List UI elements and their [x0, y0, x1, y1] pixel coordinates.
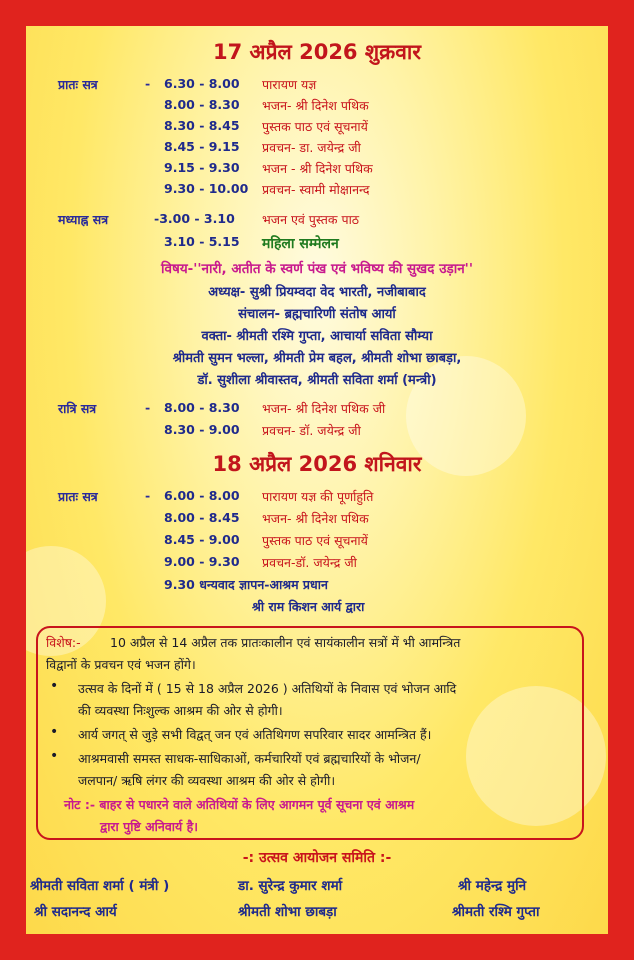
schedule-row	[26, 97, 608, 115]
notice-text: जलपान/ ऋषि लंगर की व्यवस्था आश्रम की ओर से होगी।	[78, 773, 336, 788]
time: 8.00 - 8.45	[164, 510, 240, 525]
time: -3.00 - 3.10	[154, 211, 235, 226]
schedule-row	[26, 422, 608, 440]
schedule-row	[26, 139, 608, 157]
time: 8.45 - 9.00	[164, 532, 240, 547]
notice-text: 10 अप्रैल से 14 अप्रैल तक प्रातःकालीन एवं सायंकालीन सत्रों में भी आमन्त्रित	[110, 635, 461, 650]
dash: -	[145, 400, 151, 415]
committee-member: डा. सुरेन्द्र कुमार शर्मा	[238, 878, 343, 894]
speakers-line: डॉ. सुशीला श्रीवास्तव, श्रीमती सविता शर्मा (मन्त्री)	[197, 373, 437, 388]
schedule-row	[26, 400, 608, 418]
morning-session-label: प्रातः सत्र	[58, 489, 98, 504]
special-label: विशेष:-	[46, 635, 81, 650]
committee-member: श्रीमती रश्मि गुप्ता	[452, 904, 540, 920]
time: 8.30 - 9.00	[164, 422, 240, 437]
time: 9.00 - 9.30	[164, 554, 240, 569]
night-session-label: रात्रि सत्र	[58, 401, 97, 416]
time: 8.45 - 9.15	[164, 139, 240, 154]
program: महिला सम्मेलन	[262, 236, 339, 252]
program: भजन एवं पुस्तक पाठ	[262, 212, 360, 227]
note-text: द्वारा पुष्टि अनिवार्य है।	[100, 819, 199, 834]
schedule-row	[26, 488, 608, 506]
committee-member: श्रीमती शोभा छाबड़ा	[238, 904, 337, 920]
notice-text: विद्वानों के प्रवचन एवं भजन होंगे।	[46, 657, 196, 672]
time: 6.30 - 8.00	[164, 76, 240, 91]
schedule-row	[26, 234, 608, 252]
schedule-row	[26, 554, 608, 572]
morning-session-label: प्रातः सत्र	[58, 77, 98, 92]
note-text: नोट :- बाहर से पधारने वाले अतिथियों के लिए आगमन पूर्व सूचना एवं आश्रम	[64, 797, 415, 812]
program: प्रवचन-डॉ. जयेन्द्र जी	[262, 555, 357, 570]
day1-heading: 17 अप्रैल 2026 शुक्रवार	[213, 40, 421, 64]
schedule-row	[26, 211, 608, 229]
program: भजन - श्री दिनेश पथिक	[262, 161, 373, 176]
schedule-row	[26, 76, 608, 94]
schedule-row	[26, 532, 608, 550]
topic-line: विषय-''नारी, अतीत के स्वर्ण पंख एवं भविष्य की सुखद उड़ान''	[161, 261, 473, 277]
dash: -	[145, 488, 151, 503]
bullet-icon: •	[50, 724, 59, 740]
committee-member: श्री सदानन्द आर्य	[34, 904, 117, 920]
time: 9.30 - 10.00	[164, 181, 249, 196]
dash: -	[145, 76, 151, 91]
time: 8.00 - 8.30	[164, 400, 240, 415]
time: 8.00 - 8.30	[164, 97, 240, 112]
program-poster	[26, 26, 608, 934]
program: प्रवचन- डा. जयेन्द्र जी	[262, 140, 361, 155]
committee-member: श्रीमती सविता शर्मा ( मंत्री )	[30, 878, 170, 894]
program: पारायण यज्ञ की पूर्णाहुति	[262, 489, 374, 504]
time: 6.00 - 8.00	[164, 488, 240, 503]
time: 3.10 - 5.15	[164, 234, 240, 249]
closing-line: श्री राम किशन आर्य द्वारा	[252, 599, 365, 614]
committee-member: श्री महेन्द्र मुनि	[458, 878, 527, 894]
program: भजन- श्री दिनेश पथिक	[262, 511, 369, 526]
conductor-line: संचालन- ब्रह्मचारिणी संतोष आर्या	[238, 307, 396, 322]
notice-box	[36, 626, 584, 840]
schedule-row	[26, 160, 608, 178]
schedule-row	[26, 510, 608, 528]
schedule-row	[26, 118, 608, 136]
program: पुस्तक पाठ एवं सूचनायें	[262, 533, 368, 548]
time: 9.15 - 9.30	[164, 160, 240, 175]
time: 8.30 - 8.45	[164, 118, 240, 133]
notice-text: आर्य जगत् से जुड़े सभी विद्वत् जन एवं अतिथिगण सपरिवार सादर आमन्त्रित हैं।	[78, 727, 432, 742]
notice-text: आश्रमवासी समस्त साधक-साधिकाओं, कर्मचारियों एवं ब्रह्मचारियों के भोजन/	[78, 751, 421, 766]
schedule-row	[26, 181, 608, 199]
afternoon-session-label: मध्याह्न सत्र	[58, 212, 109, 227]
speakers-line: श्रीमती सुमन भल्ला, श्रीमती प्रेम बहल, श्रीमती शोभा छाबड़ा,	[172, 351, 462, 366]
day2-heading: 18 अप्रैल 2026 शनिवार	[212, 452, 422, 476]
president-line: अध्यक्ष- सुश्री प्रियम्वदा वेद भारती, नजीबाबाद	[208, 285, 426, 300]
program: प्रवचन- डॉ. जयेन्द्र जी	[262, 423, 361, 438]
closing-line: 9.30 धन्यवाद ज्ञापन-आश्रम प्रधान	[164, 577, 328, 592]
committee-title: -: उत्सव आयोजन समिति :-	[242, 850, 392, 866]
speakers-line: वक्ता- श्रीमती रश्मि गुप्ता, आचार्या सविता सौम्या	[201, 329, 433, 344]
bullet-icon: •	[50, 678, 59, 694]
notice-text: की व्यवस्था निःशुल्क आश्रम की ओर से होगी।	[78, 703, 283, 718]
bullet-icon: •	[50, 748, 59, 764]
program: भजन- श्री दिनेश पथिक जी	[262, 401, 386, 416]
program: पारायण यज्ञ	[262, 77, 317, 92]
program: भजन- श्री दिनेश पथिक	[262, 98, 369, 113]
program: पुस्तक पाठ एवं सूचनायें	[262, 119, 368, 134]
program: प्रवचन- स्वामी मोक्षानन्द	[262, 182, 370, 197]
notice-text: उत्सव के दिनों में ( 15 से 18 अप्रैल 2026 ) अतिथियों के निवास एवं भोजन आदि	[78, 681, 457, 696]
